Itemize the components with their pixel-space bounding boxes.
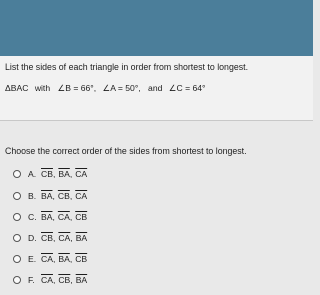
segment: $\overline{CA}$	[41, 275, 53, 285]
segment: $\overline{CA}$	[58, 233, 71, 243]
angle-b: ∠B = 66°,	[57, 83, 97, 93]
option-letter: D.	[28, 233, 37, 243]
option-letter: A.	[28, 169, 37, 179]
given-angles	[5, 83, 205, 94]
segment: $\overline{CB}$	[75, 212, 88, 222]
option-e[interactable]: E. $\overline{CA}$ , $\overline{BA}$ , $\overline{CB}$	[13, 253, 87, 265]
segment: $\overline{BA}$	[41, 191, 53, 201]
segment: $\overline{BA}$	[75, 233, 88, 243]
option-b[interactable]: B. $\overline{BA}$ , $\overline{CB}$ , $\overline{CA}$	[13, 190, 87, 202]
segment: $\overline{BA}$	[58, 254, 70, 264]
segment: $\overline{CB}$	[41, 169, 53, 179]
radio-button[interactable]	[13, 255, 21, 263]
triangle-name: ΔBAC	[5, 83, 29, 93]
angle-c: ∠C = 64°	[168, 83, 206, 93]
option-c[interactable]: C. $\overline{BA}$ , $\overline{CA}$ , $\overline{CB}$	[13, 211, 87, 223]
segment: $\overline{CB}$	[58, 275, 71, 285]
radio-button[interactable]	[13, 213, 21, 221]
segment: $\overline{CB}$	[57, 191, 70, 201]
option-letter: B.	[28, 191, 37, 201]
radio-button[interactable]	[13, 192, 21, 200]
radio-button[interactable]	[13, 170, 21, 178]
segment: $\overline{BA}$	[41, 212, 53, 222]
segment: $\overline{CB}$	[75, 254, 88, 264]
segment: $\overline{CA}$	[41, 254, 53, 264]
header-bar	[0, 0, 313, 56]
and-text: and	[148, 83, 163, 93]
segment: $\overline{CA}$	[75, 169, 88, 179]
option-letter: C.	[28, 212, 37, 222]
option-a[interactable]: A. $\overline{CB}$ , $\overline{BA}$ , $\overline{CA}$	[13, 168, 87, 180]
segment: $\overline{CB}$	[41, 233, 53, 243]
option-letter: E.	[28, 254, 37, 264]
segment: $\overline{BA}$	[75, 275, 88, 285]
angle-a: ∠A = 50°,	[102, 83, 141, 93]
option-f[interactable]: F. $\overline{CA}$ , $\overline{CB}$ , $\overline{BA}$	[13, 274, 87, 286]
option-d[interactable]: D. $\overline{CB}$ , $\overline{CA}$ , $\overline{BA}$	[13, 232, 87, 244]
question-prompt: List the sides of each triangle in order from shortest to longest.	[5, 62, 249, 72]
with-text: with	[34, 83, 51, 93]
divider	[0, 120, 313, 121]
instruction-text: Choose the correct order of the sides from shortest to longest.	[5, 146, 247, 156]
segment: $\overline{CA}$	[75, 191, 88, 201]
segment: $\overline{BA}$	[58, 169, 70, 179]
radio-button[interactable]	[13, 276, 21, 284]
option-letter: F.	[28, 275, 35, 285]
radio-button[interactable]	[13, 234, 21, 242]
segment: $\overline{CA}$	[57, 212, 70, 222]
